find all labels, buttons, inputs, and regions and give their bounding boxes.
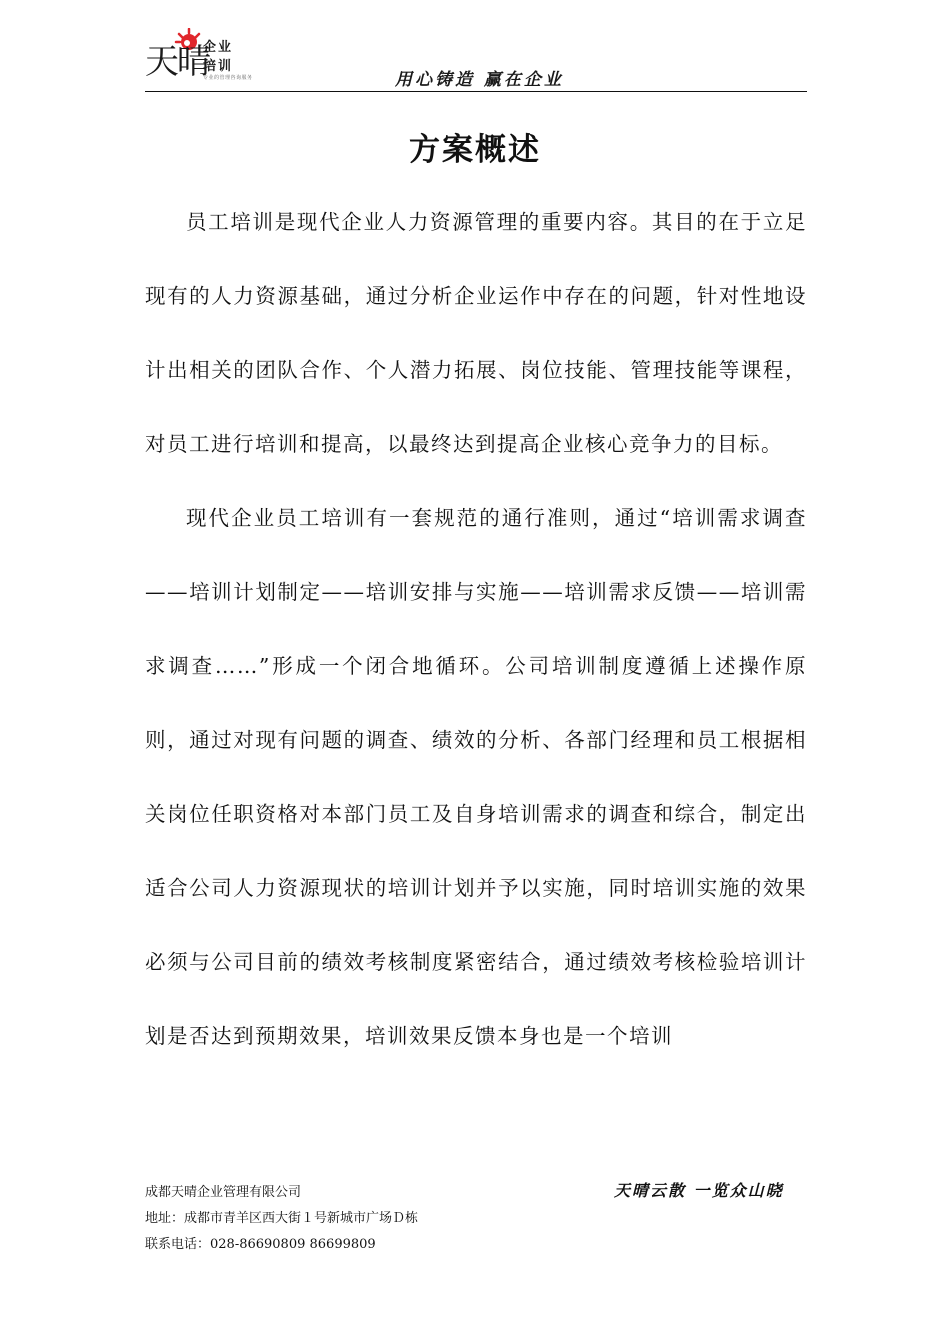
footer-phone: 联系电话：028-86690809 86699809	[145, 1237, 376, 1252]
logo-subtitle-2: 培训	[203, 59, 234, 74]
page-title: 方案概述	[409, 132, 541, 168]
paragraph-1: 员工培训是现代企业人力资源管理的重要内容。其目的在于立足现有的人力资源基础，通过分析企业运作中存在的问题，针对性地设计出相关的团队合作、个人潜力拓展、岗位技能、管理技能等课程，对员工进行培训和提高，以最终达到提高企业核心竞争力的目标。	[145, 210, 807, 456]
paragraph-2: 现代企业员工培训有一套规范的通行准则，通过“培训需求调查——培训计划制定——培训安排与实施——培训需求反馈——培训需求调查……”形成一个闭合地循环。公司培训制度遵循上述操作原则，通过对现有问题的调查、绩效的分析、各部门经理和员工根据相关岗位任职资格对本部门员工及自身培训需求的调查和综合，制定出适合公司人力资源现状的培训计划并予以实施，同时培训实施的效果必须与公司目前的绩效考核制度紧密结合，通过绩效考核检验培训计划是否达到预期效果，培训效果反馈本身也是一个培训	[145, 506, 807, 1048]
company-logo	[145, 28, 265, 88]
footer-company-name: 成都天晴企业管理有限公司	[145, 1185, 302, 1200]
document-body	[145, 185, 807, 1073]
header-divider	[145, 91, 807, 92]
logo-tagline: 专业的管理咨询服务	[203, 75, 253, 81]
footer-address: 地址：成都市青羊区西大街１号新城市广场Ｄ栋	[145, 1211, 419, 1226]
footer-motto: 天晴云散 一览众山晓	[614, 1181, 784, 1200]
logo-subtitle-1: 企业	[203, 40, 234, 55]
header-slogan: 用心铸造 赢在企业	[395, 70, 564, 90]
page-header	[145, 20, 807, 92]
logo-wordmark: 天晴	[145, 42, 209, 82]
footer-contact	[145, 1180, 418, 1258]
